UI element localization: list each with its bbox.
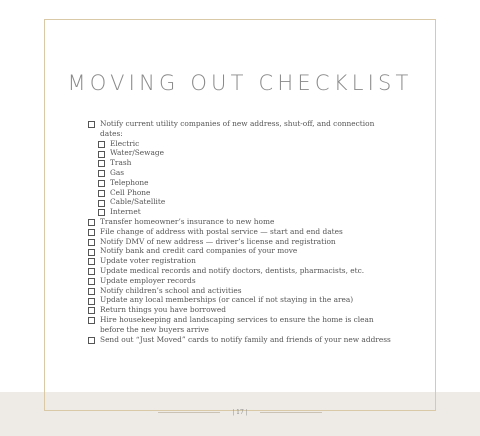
- checkbox[interactable]: [88, 258, 95, 265]
- checklist-item: [88, 119, 398, 139]
- checklist-item-text: Update employer records: [100, 275, 196, 285]
- checklist-subitem: [88, 168, 398, 178]
- checklist-item-text: Update medical records and notify doctors, dentists, pharmacists, etc.: [100, 265, 365, 275]
- checklist-item-text: Water/Sewage: [110, 148, 164, 158]
- checklist-item-text: Notify current utility companies of new address, shut-off, and connection dates:: [100, 119, 375, 138]
- checklist-subitem: [88, 197, 398, 207]
- page-title: MOVING OUT CHECKLIST: [67, 71, 413, 95]
- checkbox[interactable]: [88, 268, 95, 275]
- page-number-text: | 17 |: [232, 409, 248, 416]
- checklist-item-text: Update voter registration: [100, 256, 196, 266]
- checkbox[interactable]: [88, 219, 95, 226]
- checkbox[interactable]: [98, 209, 105, 216]
- checklist-item: [88, 237, 398, 247]
- checklist-item: [88, 266, 398, 276]
- checklist-subitem: [88, 207, 398, 217]
- checklist-item: [88, 246, 398, 256]
- checklist-item: [88, 227, 398, 237]
- checkbox[interactable]: [98, 180, 105, 187]
- checkbox[interactable]: [88, 298, 95, 305]
- checklist-item: [88, 276, 398, 286]
- checklist-item: [88, 286, 398, 296]
- checklist: [88, 119, 398, 344]
- checklist-item-text: Update any local memberships (or cancel if not staying in the area): [100, 295, 354, 305]
- checklist-item-text: Telephone: [110, 177, 149, 187]
- checklist-item-text: File change of address with postal service — start and end dates: [100, 226, 343, 236]
- page-number: [0, 409, 480, 416]
- checkbox[interactable]: [88, 249, 95, 256]
- checklist-item-text: Electric: [110, 138, 140, 148]
- checklist-item-text: Trash: [110, 158, 132, 168]
- checkbox[interactable]: [98, 160, 105, 167]
- checklist-subitem: [88, 139, 398, 149]
- checklist-item-text: Notify bank and credit card companies of your move: [100, 246, 298, 256]
- checklist-item-text: Gas: [110, 167, 125, 177]
- checkbox[interactable]: [88, 337, 95, 344]
- checklist-item: [88, 256, 398, 266]
- checklist-item: [88, 335, 398, 345]
- checkbox[interactable]: [88, 229, 95, 236]
- checklist-item-text: Send out “Just Moved” cards to notify family and friends of your new address: [100, 334, 391, 344]
- checkbox[interactable]: [88, 239, 95, 246]
- checklist-item: [88, 217, 398, 227]
- checkbox[interactable]: [88, 317, 95, 324]
- checklist-item-text: Return things you have borrowed: [100, 305, 226, 315]
- checklist-subitem: [88, 188, 398, 198]
- checklist-item-text: Cell Phone: [110, 187, 151, 197]
- checklist-item-text: Notify DMV of new address — driver’s license and registration: [100, 236, 336, 246]
- checkbox[interactable]: [88, 121, 95, 128]
- checkbox[interactable]: [88, 288, 95, 295]
- footer-rule-right: [260, 412, 322, 413]
- checklist-subitem: [88, 148, 398, 158]
- checklist-item-text: Transfer homeowner’s insurance to new home: [100, 216, 275, 226]
- checkbox[interactable]: [88, 278, 95, 285]
- checkbox[interactable]: [98, 170, 105, 177]
- checkbox[interactable]: [98, 190, 105, 197]
- footer-rule-left: [158, 412, 220, 413]
- checkbox[interactable]: [88, 307, 95, 314]
- checkbox[interactable]: [98, 141, 105, 148]
- checklist-item-text: Internet: [110, 207, 141, 217]
- checkbox[interactable]: [98, 151, 105, 158]
- checkbox[interactable]: [98, 200, 105, 207]
- checklist-item: [88, 305, 398, 315]
- checklist-subitem: [88, 178, 398, 188]
- checklist-item: [88, 295, 398, 305]
- checklist-subitem: [88, 158, 398, 168]
- checklist-item: [88, 315, 398, 335]
- checklist-item-text: Cable/Satellite: [110, 197, 166, 207]
- checklist-item-text: Notify children’s school and activities: [100, 285, 242, 295]
- checklist-item-text: Hire housekeeping and landscaping services to ensure the home is clean before the new buyers arrive: [100, 314, 374, 334]
